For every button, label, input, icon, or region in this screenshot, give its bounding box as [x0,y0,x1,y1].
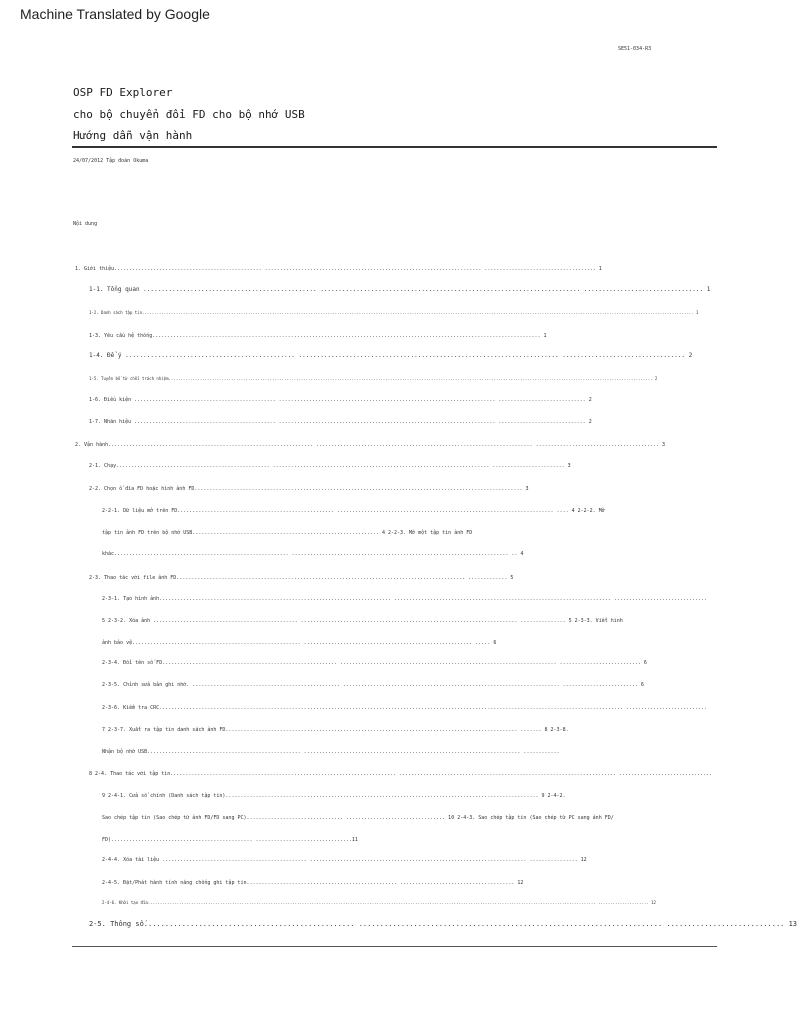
page-bottom-rule [72,946,717,947]
toc-entry: 7 2-3-7. Xuất ra tập tin danh sách ảnh FD................................................................................................. ....... 8 2-3-8. [102,727,569,733]
toc-entry: 2-1. Chạy................................................... ........................................................................ ........................ 3 [89,463,571,469]
toc-entry: ảnh bảo vệ........................................................ ........................................................ ..... 6 [102,640,497,646]
toc-entry: 1-5. Tuyên bố từ chối trách nhiệm......................................................................................................................................................................................................... 2 [89,376,658,381]
toc-entry: 2. Vận hành.................................................................... ........................................................................ ......................................... 3 [75,442,666,448]
toc-entry: 1-2. Danh sách tập tin..................................................................................................................................................................................................................................... 1 [89,310,699,315]
toc-entry: tập tin ảnh FD trên bộ nhớ USB.............................................................. 4 2-2-3. Mở một tập tin ảnh FD [102,530,473,536]
title-line-2: cho bộ chuyển đổi FD cho bộ nhớ USB [73,108,305,121]
toc-entry: 5 2-3-2. Xóa ảnh ................................................ ........................................................................ ............... 5 2-3-3. Viết hình [102,618,623,624]
toc-entry: 1-3. Yêu cầu hệ thống................................................................................................................................. 1 [89,333,547,339]
toc-entry: 1-7. Nhãn hiệu ............................................... ........................................................................ ............................. 2 [89,419,592,425]
toc-entry: 2-4-6. Khởi tạo đĩa.......................................................................................................................................................................................... ..................... 12 [102,900,656,905]
toc-entry: 2-2. Chọn ổ đĩa FD hoặc hình ảnh FD............................................................................................................. 3 [89,486,529,492]
toc-entry: 1-6. Điều kiện ............................................... ........................................................................ ............................. 2 [89,397,592,403]
toc-entry: 2-4-4. Xóa tài liệu ................................................ ........................................................................ ................ 12 [102,857,587,863]
title-underline [72,146,717,148]
title-line-3: Hướng dẫn vận hành [73,129,193,142]
toc-entry: FD)............................................... ................................11 [102,837,358,843]
contents-heading: Nội dung [73,221,98,227]
toc-entry: 1-4. Để ý ............................................... ........................................................................ .................................. 2 [89,352,693,359]
translation-banner: Machine Translated by Google [20,6,210,22]
toc-entry: Sao chép tập tin (Sao chép từ ảnh FD/FD sang PC)................................ ................................. 10 2-4-3. Sao chép tập tin (Sao chép từ PC sang ảnh FD/ [102,815,614,821]
toc-entry: 9 2-4-1. Cửa sổ chính (Danh sách tập tin)........................................................................................................ 9 2-4-2. [102,793,566,799]
toc-entry: 2-3-6. Kiểm tra CRC.......................................................................................................................................................... ........................... [102,705,708,711]
toc-entry: 2-3-1. Tạo hình ảnh............................................................................. ........................................................................ ............................... [102,596,708,602]
toc-entry: khác.......................................................... ........................................................................ .. 4 [102,551,524,557]
toc-entry: 2-3. Thao tác với file ảnh FD................................................................................................ ............. 5 [89,575,514,581]
toc-entry: 2-4-5. Đặt/Phát hành tính năng chống ghi tập tin.................................................. ...................................... 12 [102,880,524,886]
title-line-1: OSP FD Explorer [73,86,173,99]
toc-entry: Nhận bộ nhớ USB................................................... ........................................................................ ............ [102,749,560,755]
toc-entry: 1. Giới thiệu................................................. ........................................................................ ..................................... 1 [75,266,602,272]
toc-entry: 2-3-4. Đổi tên số FD.......................................................... ........................................................................ ........................... 6 [102,660,647,666]
toc-entry: 8 2-4. Thao tác với tập tin........................................................................... ........................................................................ ............................... [89,771,713,777]
toc-entry: 2-2-1. Dữ liệu mở trên FD.................................................... ........................................................................ .... 4 2-2-2. Mở [102,508,605,514]
document-meta: 24/07/2012 Tập đoàn Okuma [73,158,149,164]
toc-entry: 2-3-5. Chỉnh sửa bản ghi nhớ. ................................................. ........................................................................ ......................... 6 [102,682,644,688]
toc-entry: 2-5. Thông số.................................................. ........................................................................ ............................ 13 [89,920,797,928]
toc-entry: 1-1. Tổng quan ................................................ ........................................................................ ................................. 1 [89,286,711,293]
document-id: SE51-034-R3 [618,46,652,52]
